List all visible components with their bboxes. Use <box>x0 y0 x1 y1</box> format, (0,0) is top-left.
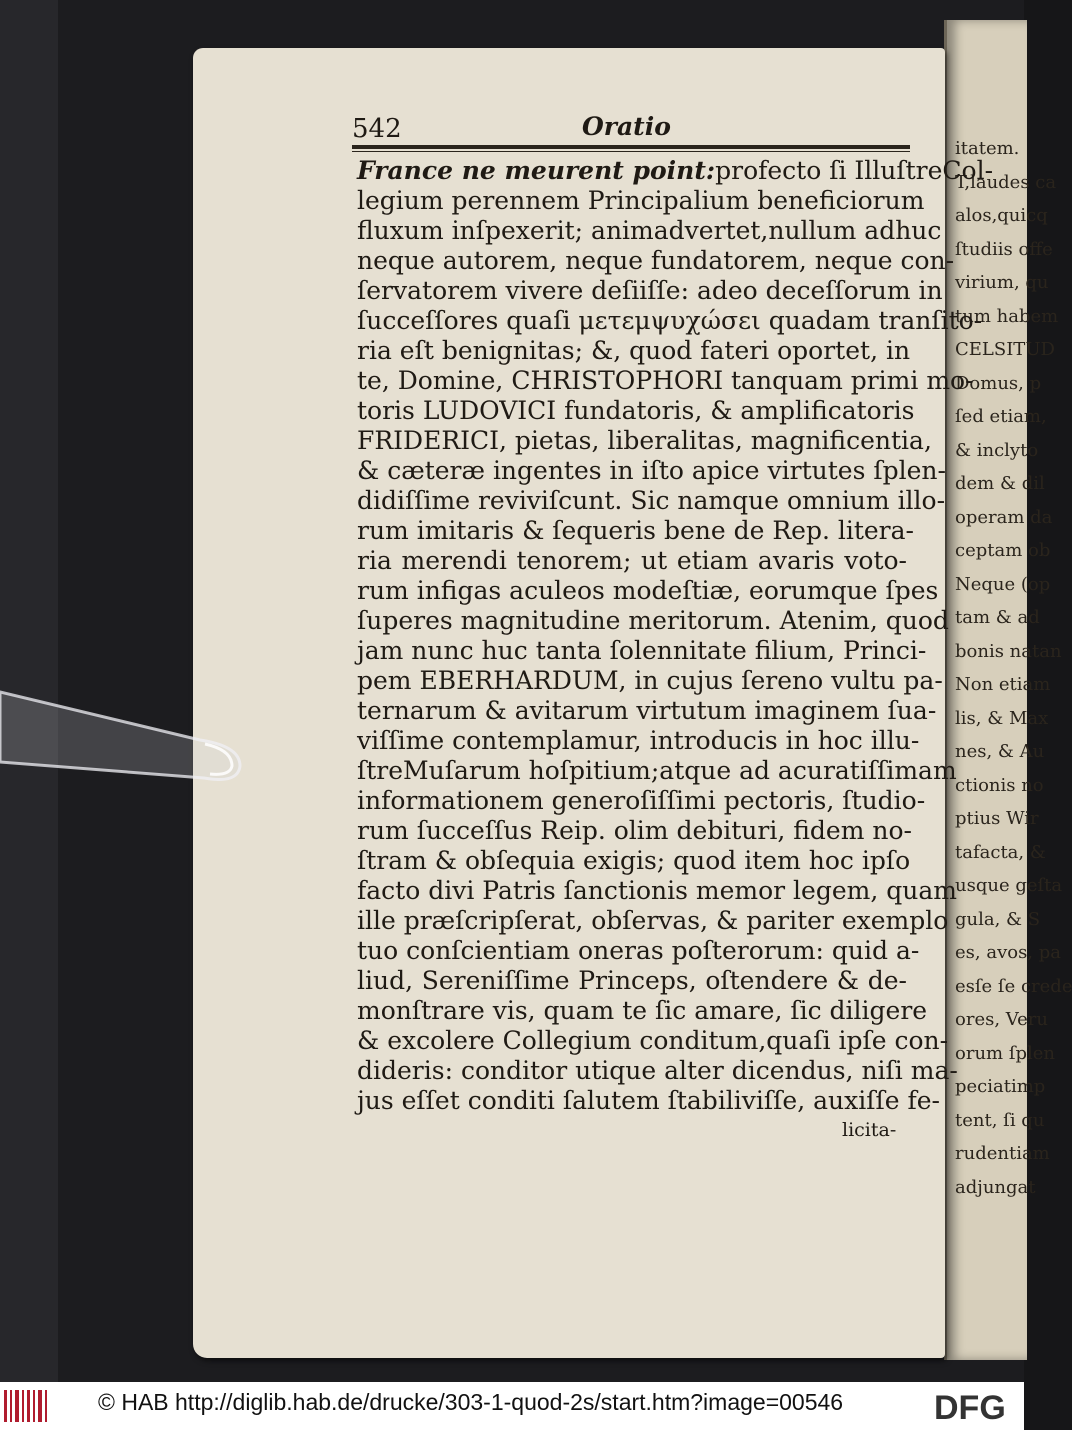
header-rule <box>352 145 910 149</box>
hab-barcode-icon <box>4 1390 48 1422</box>
catchword: licita- <box>842 1119 897 1141</box>
line-text: neque autorem, neque fundatorem, neque con- <box>357 246 955 275</box>
text-line <box>357 246 955 276</box>
text-line <box>357 1056 958 1086</box>
line-text: dideris: conditor utique alter dicendus, niſi ma- <box>357 1056 958 1085</box>
text-line <box>357 846 911 876</box>
line-text: ſuperes magnitudine meritorum. Atenim, quod <box>357 606 949 635</box>
facing-line: ctionis no <box>955 774 1044 796</box>
text-line <box>357 636 927 666</box>
facing-line: lis, & Max <box>955 707 1049 729</box>
line-text: tuo conſcientiam oneras poſterorum: quid a- <box>357 936 920 965</box>
facing-line: tum habem <box>955 305 1059 327</box>
facing-line: es, avos, pa <box>955 942 1062 963</box>
facing-line: bonis natan <box>955 640 1062 662</box>
text-line <box>357 696 937 726</box>
line-text: monſtrare vis, quam te ſic amare, ſic diligere <box>357 996 928 1025</box>
page-number: 542 <box>352 114 402 144</box>
text-line <box>357 336 911 366</box>
line-text: facto divi Patris ſanctionis memor legem, quam <box>357 876 957 905</box>
facing-line: nes, & Au <box>955 741 1045 762</box>
text-line <box>357 546 907 576</box>
text-line <box>357 516 914 546</box>
facing-line: ſtudiis offe <box>955 238 1053 260</box>
line-text: viſſime contemplamur, introducis in hoc illu- <box>357 726 920 755</box>
text-line <box>357 936 920 966</box>
facing-line: ptius Wir <box>955 808 1039 829</box>
text-line <box>357 1026 949 1056</box>
line-text: profecto ſi IlluſtreCol- <box>715 156 994 185</box>
line-text: informationem generoſiſſimi pectoris, ſtudio- <box>357 786 926 815</box>
facing-line: operam da <box>955 506 1053 528</box>
line-text: ſtram & obſequia exigis; quod item hoc ipſo <box>357 846 911 875</box>
header-rule-thin <box>352 151 910 152</box>
page-header <box>352 110 912 148</box>
line-text: & excolere Collegium conditum,quaſi ipſe con- <box>357 1026 949 1055</box>
text-line <box>357 606 949 636</box>
line-text: FRIDERICI, pietas, liberalitas, magnificentia, <box>357 426 932 455</box>
text-line <box>357 366 974 396</box>
line-text: & cæteræ ingentes in iſto apice virtutes ſplen- <box>357 456 946 485</box>
text-line <box>357 216 942 246</box>
italic-phrase: France ne meurent point: <box>357 156 716 185</box>
text-line <box>357 876 957 906</box>
line-text: ſervatorem vivere deſiiſſe: adeo deceſſorum in <box>357 276 943 305</box>
text-line <box>357 726 920 756</box>
text-line <box>357 486 946 516</box>
line-text: rum infigas aculeos modeſtiæ, eorumque ſpes <box>357 576 939 605</box>
footer-bar <box>0 1382 1024 1430</box>
facing-line: adjungat <box>955 1176 1036 1198</box>
text-line <box>357 456 946 486</box>
text-line <box>357 996 928 1026</box>
line-text: fluxum inſpexerit; animadvertet,nullum adhuc <box>357 216 942 245</box>
text-line <box>357 786 926 816</box>
facing-line: gula, & S <box>955 908 1041 930</box>
text-line <box>357 816 912 846</box>
facing-line: orum ſplen <box>955 1042 1056 1064</box>
line-text: jam nunc huc tanta ſolennitate filium, Princi- <box>357 636 927 665</box>
running-title: Oratio <box>582 112 671 141</box>
line-text: ſtreMuſarum hoſpitium;atque ad acuratiſſimam <box>357 756 957 785</box>
dfg-logo-text: DFG <box>934 1389 1006 1427</box>
facing-line: ceptam ob <box>955 540 1051 561</box>
facing-line: Neque (op <box>955 573 1051 595</box>
facing-line: tafacta, & <box>955 841 1046 863</box>
line-text: jus eſſet conditi ſalutem ſtabiliviſſe, auxiſſe fe- <box>357 1086 940 1115</box>
facing-line: Domus, p <box>955 372 1042 394</box>
text-line <box>357 666 943 696</box>
line-text: ſucceſſores quaſi μετεμψυχώσει quadam tranſito- <box>357 306 983 335</box>
line-text: legium perennem Principalium beneficiorum <box>357 186 925 215</box>
text-line <box>357 426 932 456</box>
facing-line: ores, Veru <box>955 1009 1048 1030</box>
line-text: pem EBERHARDUM, in cujus ſereno vultu pa- <box>357 666 943 695</box>
line-text: didiſſime reviviſcunt. Sic namque omnium illo- <box>357 486 946 515</box>
facing-line: itatem. <box>955 138 1020 159</box>
text-line <box>357 576 939 606</box>
glass-weight <box>0 662 246 782</box>
facing-line: tam & ad <box>955 607 1040 628</box>
facing-page <box>944 20 1072 1360</box>
line-text: toris LUDOVICI fundatoris, & amplificatoris <box>357 396 915 425</box>
text-line <box>357 156 994 186</box>
line-text: te, Domine, CHRISTOPHORI tanquam primi mo- <box>357 366 974 395</box>
text-line <box>357 186 925 216</box>
text-line <box>357 756 957 786</box>
facing-line: Non etiam <box>955 674 1051 695</box>
facing-line: peciatimp <box>955 1076 1046 1097</box>
facing-line: alos,quicq <box>955 205 1048 226</box>
line-text: ria eſt benignitas; &, quod fateri oportet, in <box>357 336 911 365</box>
line-text: ternarum & avitarum virtutum imaginem ſua- <box>357 696 937 725</box>
facing-line: & inclyto <box>955 439 1039 461</box>
facing-line: virium, qu <box>955 272 1049 293</box>
facing-line: CELSITUD <box>955 339 1055 360</box>
facing-line: tent, ſi qu <box>955 1109 1045 1131</box>
line-text: rum ſucceſſus Reip. olim debituri, fidem no- <box>357 816 912 845</box>
text-line <box>357 966 907 996</box>
line-text: rum imitaris & ſequeris bene de Rep. litera- <box>357 516 914 545</box>
line-text: liud, Sereniſſime Princeps, oſtendere & de- <box>357 966 907 995</box>
facing-line: esſe ſe crede <box>955 975 1072 997</box>
source-url-link[interactable]: © HAB http://diglib.hab.de/drucke/303-1-quod-2s/start.htm?image=00546 <box>98 1389 844 1415</box>
facing-line: rudentiam <box>955 1143 1050 1164</box>
facing-line: usque geſta <box>955 875 1063 896</box>
text-line <box>357 306 983 336</box>
text-line <box>357 396 915 426</box>
text-line <box>357 276 943 306</box>
text-line <box>357 906 949 936</box>
facing-line: dem & dil <box>955 473 1045 494</box>
line-text: ria merendi tenorem; ut etiam avaris voto- <box>357 546 907 575</box>
body-text <box>357 156 994 1116</box>
text-line <box>357 1086 940 1116</box>
facing-line: ſed etiam, <box>955 406 1047 427</box>
line-text: ille præſcripſerat, obſervas, & pariter exemplo <box>357 906 949 935</box>
dfg-logo <box>932 1386 1018 1426</box>
facing-line: T,laudes ca <box>955 171 1057 193</box>
